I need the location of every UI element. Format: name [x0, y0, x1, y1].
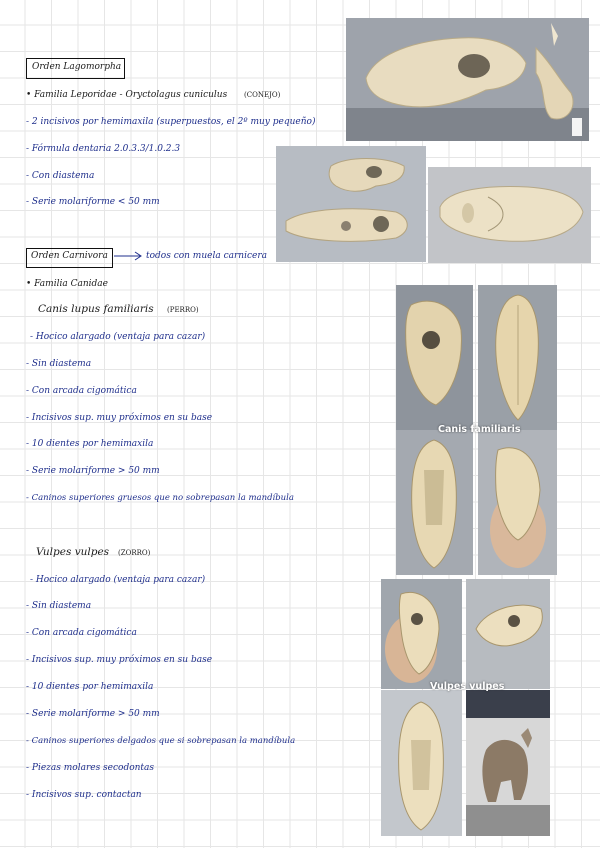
dog-jaw-photo: [478, 430, 557, 575]
rabbit-skull-views-photo: [276, 146, 426, 262]
fox-skull-palate-photo: [381, 690, 462, 836]
canis-item-7: - Caninos superiores gruesos que no sobrepasan la mandíbula: [26, 493, 294, 503]
lagomorpha-item-2: - Fórmula dentaria 2.0.3.3/1.0.2.3: [26, 144, 181, 154]
lagomorpha-common-name: (CONEJO): [244, 91, 281, 99]
lagomorpha-item-1: - 2 incisivos por hemimaxila (superpuestos, el 2º muy pequeño): [26, 117, 316, 127]
carnivora-arrow-note: todos con muela carnicera: [146, 251, 267, 261]
vulpes-item-6: - Serie molariforme > 50 mm: [26, 709, 160, 719]
dog-skull-palate-photo: [396, 430, 473, 575]
rabbit-skull-side-photo: [346, 18, 589, 141]
vulpes-species-name: Vulpes vulpes: [36, 546, 110, 558]
dog-skull-side-photo: [396, 285, 473, 430]
lagomorpha-item-3: - Con diastema: [26, 171, 95, 181]
lagomorpha-item-4: - Serie molariforme < 50 mm: [26, 197, 160, 207]
canis-item-5: - 10 dientes por hemimaxila: [26, 439, 154, 449]
vulpes-item-2: - Sin diastema: [26, 601, 92, 611]
vulpes-item-3: - Con arcada cigomática: [26, 628, 137, 638]
fox-skull-top-photo: [466, 579, 550, 689]
rabbit-skull-top-photo: [428, 167, 591, 263]
vulpes-item-4: - Incisivos sup. muy próximos en su base: [26, 655, 213, 665]
canis-item-4: - Incisivos sup. muy próximos en su base: [26, 413, 213, 423]
arrow-right-icon: [113, 251, 143, 261]
canis-common-name: (PERRO): [167, 306, 199, 314]
canis-item-3: - Con arcada cigomática: [26, 386, 137, 396]
canis-species-name: Canis lupus familiaris: [38, 303, 154, 315]
canidae-family-line: • Familia Canidae: [26, 279, 108, 289]
vulpes-item-9: - Incisivos sup. contactan: [26, 790, 142, 800]
lagomorpha-family-line: • Familia Leporidae - Oryctolagus cuniculus: [26, 90, 228, 100]
vulpes-item-7: - Caninos superiores delgados que si sobrepasan la mandíbula: [26, 736, 296, 746]
fox-taxidermy-photo: [466, 690, 550, 836]
canis-item-1: - Hocico alargado (ventaja para cazar): [30, 332, 206, 342]
canis-item-2: - Sin diastema: [26, 359, 92, 369]
dog-skull-top-photo: [478, 285, 557, 430]
vulpes-photo-label: Vulpes vulpes: [430, 681, 505, 692]
canis-photo-label: Canis familiaris: [438, 424, 521, 435]
lagomorpha-heading: Orden Lagomorpha: [32, 62, 122, 72]
canis-item-6: - Serie molariforme > 50 mm: [26, 466, 160, 476]
vulpes-item-8: - Piezas molares secodontas: [26, 763, 155, 773]
vulpes-item-1: - Hocico alargado (ventaja para cazar): [30, 575, 206, 585]
carnivora-heading: Orden Carnivora: [31, 251, 108, 261]
vulpes-common-name: (ZORRO): [118, 549, 151, 557]
fox-skull-hand-photo: [381, 579, 462, 689]
vulpes-item-5: - 10 dientes por hemimaxila: [26, 682, 154, 692]
